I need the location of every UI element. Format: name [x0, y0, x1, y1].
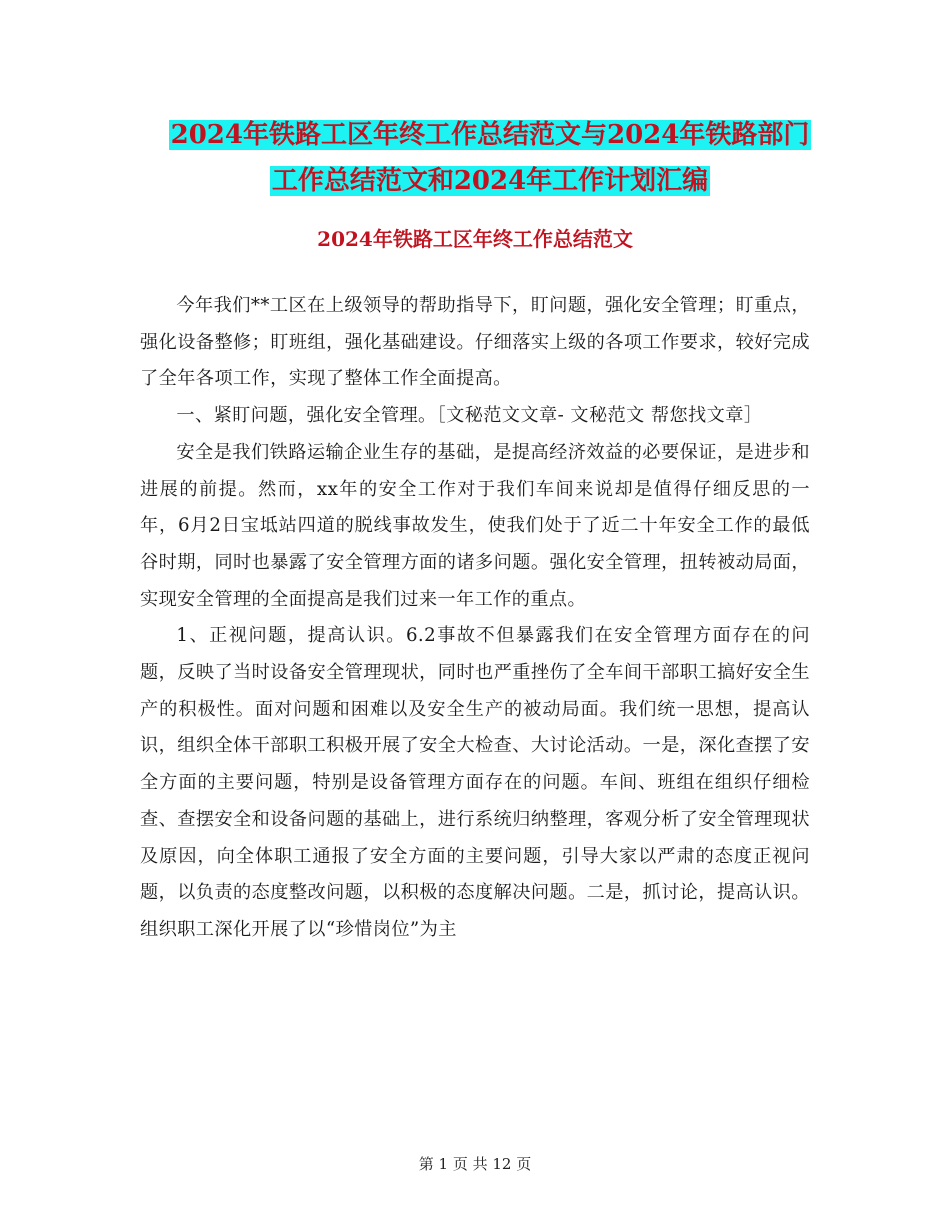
paragraph-heading-1: 一、紧盯问题，强化安全管理。［文秘范文文章- 文秘范文 帮您找文章］	[176, 405, 763, 427]
paragraph-point-1: 1、正视问题，提高认识。6.2事故不但暴露我们在安全管理方面存在的问题，反映了当时设备安全管理现状，同时也严重挫伤了全车间干部职工搞好安全生产的积极性。面对问题和困难以及安全生产的被动局面。我们统一思想，提高认识，组织全体干部职工积极开展了安全大检查、大讨论活动。一是，深化查摆了安全方面的主要问题，特别是设备管理方面存在的问题。车间、班组在组织仔细检查、查摆安全和设备问题的基础上，进行系统归纳整理，客观分析了安全管理现状及原因，向全体职工通报了安全方面的主要问题，引导大家以严肃的态度正视问题，以负责的态度整改问题，以积极的态度解决问题。二是，抓讨论，提高认识。组织职工深化开展了以“珍惜岗位”为主	[140, 625, 810, 940]
page-footer: 第 1 页 共 12 页	[418, 1155, 532, 1173]
document-title-line-1: 2024年铁路工区年终工作总结范文与2024年铁路部门	[170, 120, 810, 150]
document-body	[140, 288, 810, 949]
paragraph-safety: 安全是我们铁路运输企业生存的基础，是提高经济效益的必要保证，是进步和进展的前提。然而，xx年的安全工作对于我们车间来说却是值得仔细反思的一年，6月2日宝坻站四道的脱线事故发生，使我们处于了近二十年安全工作的最低谷时期，同时也暴露了安全管理方面的诸多问题。强化安全管理，扭转被动局面，实现安全管理的全面提高是我们过来一年工作的重点。	[140, 441, 810, 610]
document-title-line-2: 工作总结范文和2024年工作计划汇编	[271, 166, 709, 196]
section-title: 2024年铁路工区年终工作总结范文	[317, 227, 633, 251]
document-title	[140, 112, 840, 204]
paragraph-intro: 今年我们**工区在上级领导的帮助指导下，盯问题，强化安全管理；盯重点，强化设备整修；盯班组，强化基础建设。仔细落实上级的各项工作要求，较好完成了全年各项工作，实现了整体工作全面提高。	[140, 295, 810, 390]
